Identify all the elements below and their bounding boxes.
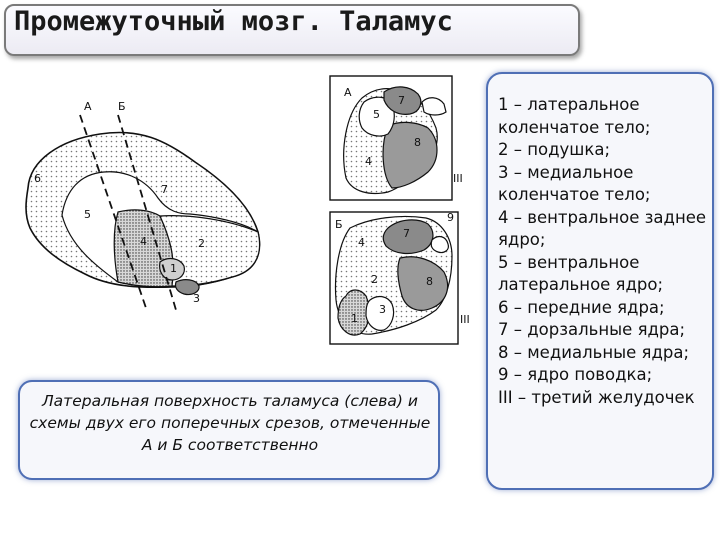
section-a-title: А — [344, 86, 352, 99]
legend-list — [498, 94, 712, 409]
legend-item-2: 2 – подушка; — [498, 140, 611, 159]
lateral-label-1: 1 — [170, 262, 177, 275]
section-b-label-9: 9 — [447, 211, 454, 224]
lateral-label-4: 4 — [140, 235, 147, 248]
legend-item-7: 7 – дорзальные ядра; — [498, 320, 686, 339]
lateral-label-7: 7 — [161, 183, 168, 196]
lateral-label-6: 6 — [34, 172, 41, 185]
section-a-label-5: 5 — [373, 108, 380, 121]
lateral-label-2: 2 — [198, 237, 205, 250]
section-b-label-7: 7 — [403, 227, 410, 240]
lateral-label-5: 5 — [84, 208, 91, 221]
section-label-b: Б — [118, 100, 126, 113]
legend-item-3: 3 – медиальное коленчатое тело; — [498, 162, 651, 204]
section-b-title: Б — [335, 218, 343, 231]
section-b-label-iii: III — [460, 313, 470, 326]
section-b-label-8: 8 — [426, 275, 433, 288]
lateral-surface-drawing — [26, 115, 260, 310]
section-a-label-7: 7 — [398, 94, 405, 107]
lateral-label-3: 3 — [193, 292, 200, 305]
section-b-drawing — [330, 212, 458, 344]
section-a-label-4: 4 — [365, 155, 372, 168]
section-b-label-2: 2 — [371, 273, 378, 286]
section-label-a: А — [84, 100, 92, 113]
legend-item-8: 8 – медиальные ядра; — [498, 342, 690, 362]
section-a-label-8: 8 — [414, 136, 421, 149]
legend-item-4: 4 – вентральное заднее ядро; — [498, 207, 707, 249]
page-title: Промежуточный мозг. Таламус — [14, 6, 453, 37]
section-b-label-4: 4 — [358, 236, 365, 249]
section-b-label-3: 3 — [379, 303, 386, 316]
legend-item-9: 9 – ядро поводка; — [498, 365, 653, 384]
figure-caption: Латеральная поверхность таламуса (слева) и схемы двух его поперечных срезов, отмеченные А и Б соответственно — [29, 392, 431, 454]
legend-item-6: 6 – передние ядра; — [498, 297, 665, 317]
legend-item-5: 5 – вентральное латеральное ядро; — [498, 252, 664, 294]
section-a-label-iii: III — [453, 172, 463, 185]
legend-item-iii: III – третий желудочек — [498, 387, 695, 407]
section-b-label-1: 1 — [351, 312, 358, 325]
legend-item-1: 1 – латеральное коленчатое тело; — [498, 95, 651, 137]
